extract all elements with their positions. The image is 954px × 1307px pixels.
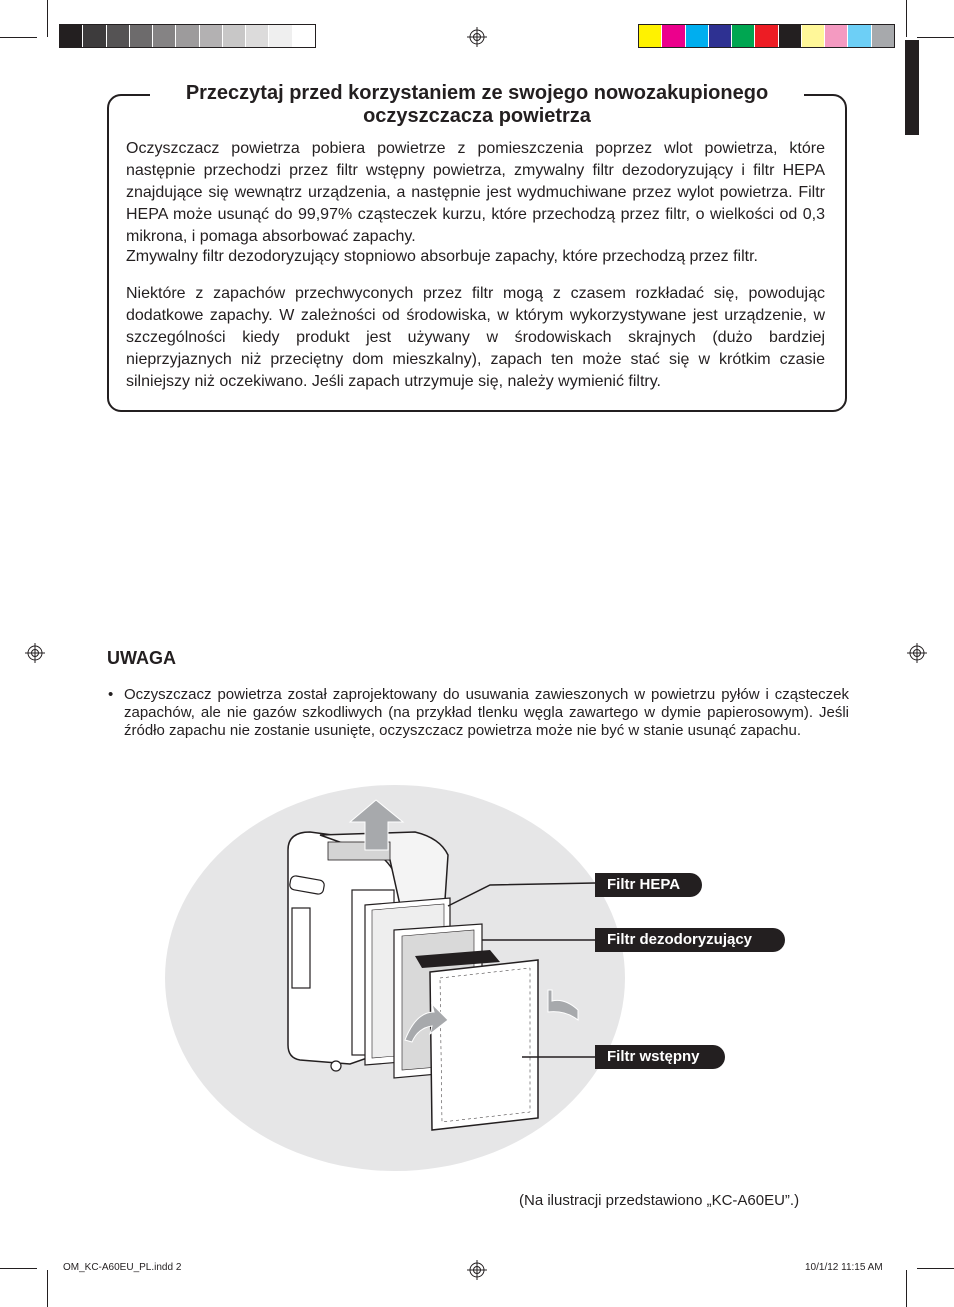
info-paragraph: Oczyszczacz powietrza pobiera powietrze z pomieszczenia poprzez wlot powietrza, które następnie przechodzi przez filtr wstępny powietrza, zmywalny filtr dezodoryzujący i filtr HEPA znajdujące się wewnątrz urządzenia, a następnie jest wydmuchiwane przez wylot powietrza. Filtr HEPA może usunąć do 99,97% cząsteczek kurzu, które przechodzą przez filtr, o wielkości od 0,3 mikrona, i pomaga absorbować zapachy. xyxy=(126,140,825,245)
footer-filename: OM_KC-A60EU_PL.indd 2 xyxy=(63,1262,182,1273)
color-swatch xyxy=(153,25,176,47)
color-swatch xyxy=(107,25,130,47)
color-swatch xyxy=(686,25,709,47)
color-swatch xyxy=(223,25,246,47)
registration-mark-icon xyxy=(467,27,487,47)
registration-mark-icon xyxy=(25,643,45,663)
pre-filter xyxy=(430,960,538,1130)
registration-mark-icon xyxy=(467,1260,487,1280)
crop-mark xyxy=(906,0,907,37)
process-color-bar xyxy=(638,24,895,48)
color-swatch xyxy=(732,25,755,47)
warning-heading: UWAGA xyxy=(107,648,176,668)
label-deodorizing-filter: Filtr dezodoryzujący xyxy=(595,928,785,952)
color-swatch xyxy=(709,25,732,47)
color-swatch xyxy=(293,25,315,47)
color-swatch xyxy=(755,25,778,47)
illustration-caption: (Na ilustracji przedstawiono „KC-A60EU”.) xyxy=(519,1192,800,1209)
color-swatch xyxy=(60,25,83,47)
crop-mark xyxy=(917,1268,954,1269)
color-swatch xyxy=(83,25,106,47)
info-paragraph: Zmywalny filtr dezodoryzujący stopniowo absorbuje zapachy, które przechodzą przez filtr. xyxy=(126,248,758,265)
crop-mark xyxy=(47,0,48,37)
color-swatch xyxy=(872,25,894,47)
footer-timestamp: 10/1/12 11:15 AM xyxy=(805,1262,883,1273)
crop-mark xyxy=(0,37,37,38)
color-swatch xyxy=(639,25,662,47)
color-swatch xyxy=(176,25,199,47)
crop-mark xyxy=(47,1270,48,1307)
registration-mark-icon xyxy=(907,643,927,663)
color-swatch xyxy=(200,25,223,47)
crop-mark xyxy=(906,1270,907,1307)
color-swatch xyxy=(130,25,153,47)
info-box-title: Przeczytaj przed korzystaniem ze swojego nowozakupionego oczyszczacza powietrza xyxy=(150,82,804,128)
crop-mark xyxy=(0,1268,37,1269)
label-pre-filter: Filtr wstępny xyxy=(595,1045,725,1069)
color-swatch xyxy=(779,25,802,47)
color-swatch xyxy=(848,25,871,47)
color-swatch xyxy=(269,25,292,47)
color-swatch xyxy=(246,25,269,47)
bullet-symbol: • xyxy=(108,686,114,703)
air-purifier-illustration xyxy=(160,780,680,1175)
warning-text: Oczyszczacz powietrza został zaprojektowany do usuwania zawieszonych w powietrzu pyłów i cząsteczek zapachów, ale nie gazów szkodliwych (na przykład tlenku węgla zawartego w dymie papierosowym). Jeśli źródło zapachu nie zostanie usunięte, oczyszczacz powietrza może nie być w stanie usunąć zapachu. xyxy=(124,686,849,739)
grayscale-color-bar xyxy=(59,24,316,48)
color-swatch xyxy=(662,25,685,47)
color-swatch xyxy=(825,25,848,47)
crop-mark xyxy=(917,37,954,38)
color-swatch xyxy=(802,25,825,47)
info-paragraph: Niektóre z zapachów przechwyconych przez filtr mogą z czasem rozkładać się, powodując dodatkowe zapachy. W zależności od środowiska, w którym wykorzystywane jest urządzenie, w szczególności kiedy produkt jest używany w środowiskach skrajnych (dużo bardziej nieprzyjaznych niż przeciętny dom mieszkalny), zapach ten może stać się w krótkim czasie silniejszy niż oczekiwano. Jeśli zapach utrzymuje się, należy wymienić filtry. xyxy=(126,285,825,390)
language-edge-tab xyxy=(905,40,919,135)
label-hepa-filter: Filtr HEPA xyxy=(595,873,702,897)
